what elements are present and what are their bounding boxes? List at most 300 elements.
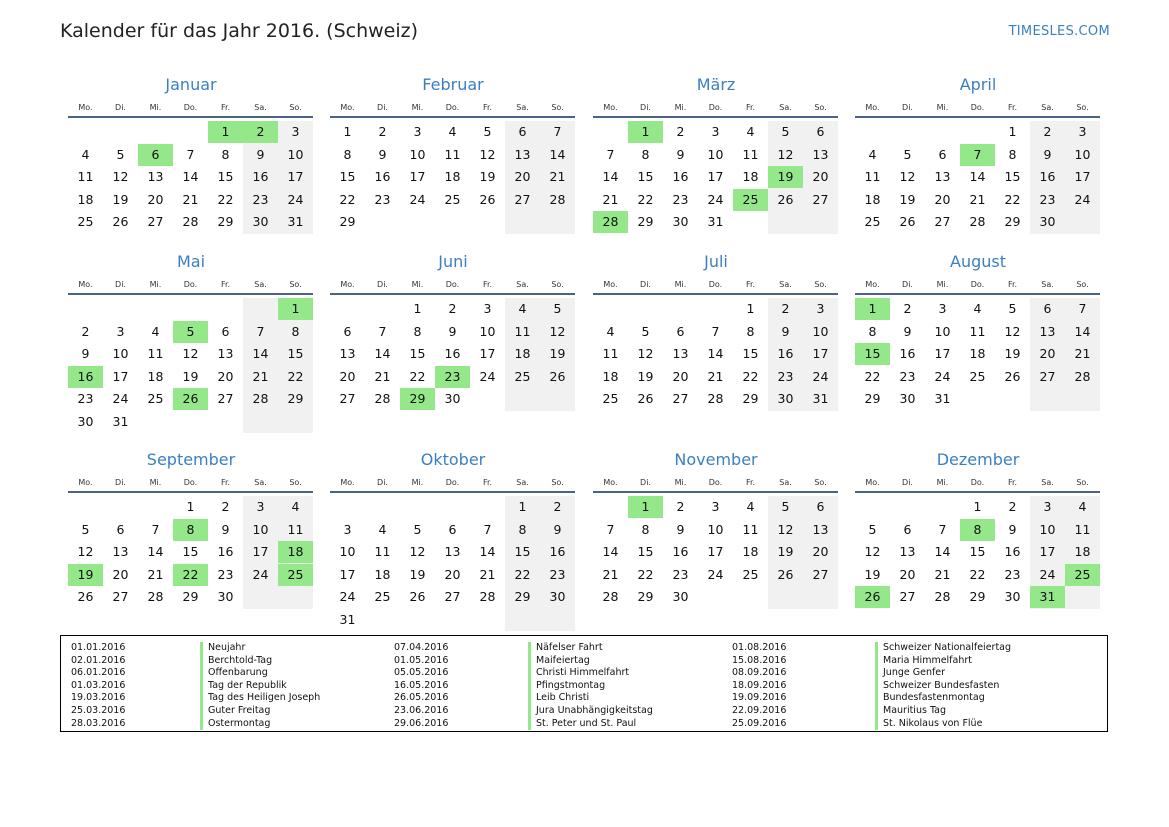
days-grid bbox=[593, 121, 839, 256]
day-cell: 11 bbox=[287, 521, 304, 537]
day-cell: 21 bbox=[549, 169, 566, 184]
day-cell: 29 bbox=[637, 589, 654, 604]
day-cell: 22 bbox=[864, 368, 881, 384]
holiday-dates-column bbox=[732, 642, 786, 730]
holiday-date: 01.05.2016 bbox=[394, 654, 449, 666]
weekday-label: Do. bbox=[708, 280, 723, 289]
header-rule bbox=[68, 293, 313, 295]
day-cell: 5 bbox=[868, 521, 877, 537]
weekday-label: Di. bbox=[115, 478, 126, 487]
day-cell: 13 bbox=[899, 544, 916, 559]
holiday-name: Maifeiertag bbox=[536, 654, 590, 666]
day-cell: 29 bbox=[864, 391, 881, 406]
day-cell: 23 bbox=[899, 368, 916, 384]
weekday-label: Mi. bbox=[411, 103, 424, 112]
weekday-label: Di. bbox=[902, 478, 913, 487]
day-cell: 7 bbox=[606, 146, 615, 162]
day-cell: 14 bbox=[602, 169, 619, 184]
day-cell: 4 bbox=[81, 146, 90, 162]
holiday-name: Tag des Heiligen Joseph bbox=[208, 692, 321, 704]
day-cell: 18 bbox=[514, 346, 531, 361]
holiday-date: 06.01.2016 bbox=[71, 667, 126, 679]
day-cell: 29 bbox=[287, 391, 304, 406]
days-grid bbox=[855, 496, 1101, 631]
day-cell: 23 bbox=[374, 191, 391, 207]
day-cell: 9 bbox=[676, 146, 685, 162]
holiday-day-cell: 22 bbox=[173, 564, 208, 586]
day-cell: 4 bbox=[378, 521, 387, 537]
day-cell: 13 bbox=[1039, 323, 1056, 339]
month-block bbox=[855, 247, 1101, 433]
holiday-day-cell: 19 bbox=[768, 166, 803, 188]
weekday-label: Mo. bbox=[865, 103, 880, 112]
day-cell: 13 bbox=[147, 169, 164, 184]
day-cell: 1 bbox=[186, 499, 195, 514]
day-cell: 24 bbox=[812, 368, 829, 384]
day-cell: 25 bbox=[444, 191, 461, 207]
day-cell: 26 bbox=[637, 391, 654, 406]
weekday-label: Sa. bbox=[779, 478, 792, 487]
day-cell: 1 bbox=[746, 301, 755, 316]
header-rule bbox=[593, 116, 838, 118]
weekday-header bbox=[855, 277, 1101, 293]
day-cell: 24 bbox=[287, 191, 304, 207]
day-cell: 28 bbox=[374, 391, 391, 406]
weekday-label: Fr. bbox=[745, 280, 756, 289]
weekday-label: Fr. bbox=[1007, 478, 1018, 487]
day-cell: 24 bbox=[339, 589, 356, 604]
day-cell: 17 bbox=[1039, 544, 1056, 559]
holiday-name: Schweizer Bundesfasten bbox=[883, 679, 1000, 691]
header-rule bbox=[68, 116, 313, 118]
weekday-label: Mi. bbox=[936, 103, 949, 112]
day-cell: 4 bbox=[151, 323, 160, 339]
day-cell: 22 bbox=[217, 191, 234, 207]
weekday-label: Do. bbox=[445, 478, 460, 487]
holiday-day-cell: 2 bbox=[243, 121, 278, 143]
holiday-day-cell: 6 bbox=[138, 144, 173, 166]
day-cell: 21 bbox=[602, 191, 619, 207]
holiday-date: 19.09.2016 bbox=[732, 692, 787, 704]
day-cell: 4 bbox=[1078, 499, 1087, 514]
day-cell: 15 bbox=[1004, 169, 1021, 184]
day-cell: 15 bbox=[637, 544, 654, 559]
weekday-label: Fr. bbox=[482, 478, 493, 487]
holiday-legend bbox=[60, 635, 1108, 732]
holiday-names-column bbox=[875, 642, 1011, 730]
holiday-name: Leib Christi bbox=[536, 692, 590, 704]
day-cell: 16 bbox=[1004, 544, 1021, 559]
day-cell: 29 bbox=[969, 589, 986, 604]
holiday-name: St. Nikolaus von Flüe bbox=[883, 717, 983, 729]
day-cell: 9 bbox=[781, 323, 790, 339]
day-cell: 31 bbox=[287, 214, 304, 229]
holiday-dates-column bbox=[394, 642, 448, 730]
weekday-label: Do. bbox=[183, 103, 198, 112]
day-cell: 12 bbox=[777, 146, 794, 162]
day-cell: 24 bbox=[112, 391, 129, 406]
day-cell: 12 bbox=[409, 544, 426, 559]
day-cell: 16 bbox=[374, 169, 391, 184]
day-cell: 18 bbox=[374, 566, 391, 582]
holiday-day-cell: 16 bbox=[68, 366, 103, 388]
day-cell: 7 bbox=[938, 521, 947, 537]
day-cell: 17 bbox=[707, 169, 724, 184]
day-cell: 28 bbox=[252, 391, 269, 406]
month-name: Mai bbox=[176, 252, 206, 271]
day-cell: 29 bbox=[1004, 214, 1021, 229]
day-cell: 22 bbox=[339, 191, 356, 207]
month-block bbox=[593, 70, 839, 256]
day-cell: 12 bbox=[899, 169, 916, 184]
day-cell: 5 bbox=[553, 301, 562, 316]
day-cell: 19 bbox=[479, 169, 496, 184]
holiday-date: 29.06.2016 bbox=[394, 717, 449, 729]
day-cell: 31 bbox=[112, 413, 129, 429]
days-grid bbox=[593, 298, 839, 433]
day-cell: 31 bbox=[339, 611, 356, 627]
day-cell: 7 bbox=[553, 124, 562, 139]
month-block bbox=[330, 70, 576, 256]
day-cell: 30 bbox=[899, 391, 916, 406]
days-grid bbox=[593, 496, 839, 631]
day-cell: 20 bbox=[339, 368, 356, 384]
weekday-header bbox=[855, 475, 1101, 491]
day-cell: 14 bbox=[549, 146, 566, 162]
month-block bbox=[68, 445, 314, 631]
day-cell: 9 bbox=[903, 323, 912, 339]
day-cell: 10 bbox=[479, 323, 496, 339]
weekday-label: So. bbox=[814, 103, 827, 112]
holiday-day-cell: 28 bbox=[593, 211, 628, 233]
day-cell: 23 bbox=[252, 191, 269, 207]
day-cell: 27 bbox=[514, 191, 531, 207]
weekday-label: Di. bbox=[115, 280, 126, 289]
day-cell: 30 bbox=[77, 413, 94, 429]
day-cell: 29 bbox=[217, 214, 234, 229]
day-cell: 30 bbox=[252, 214, 269, 229]
weekday-label: Sa. bbox=[254, 478, 267, 487]
day-cell: 14 bbox=[969, 169, 986, 184]
holiday-name: Mauritius Tag bbox=[883, 704, 947, 716]
header-rule bbox=[330, 491, 575, 493]
day-cell: 19 bbox=[899, 191, 916, 207]
day-cell: 3 bbox=[816, 301, 825, 316]
day-cell: 27 bbox=[444, 589, 461, 604]
day-cell: 14 bbox=[479, 544, 496, 559]
day-cell: 9 bbox=[1008, 521, 1017, 537]
day-cell: 15 bbox=[217, 169, 234, 184]
weekday-header bbox=[593, 475, 839, 491]
day-cell: 5 bbox=[641, 323, 650, 339]
day-cell: 12 bbox=[637, 346, 654, 361]
day-cell: 7 bbox=[483, 521, 492, 537]
weekday-label: Mi. bbox=[149, 280, 162, 289]
holiday-date: 01.08.2016 bbox=[732, 642, 787, 653]
day-cell: 25 bbox=[77, 214, 94, 229]
day-cell: 20 bbox=[112, 566, 129, 582]
weekday-label: Mo. bbox=[865, 478, 880, 487]
holiday-day-cell: 1 bbox=[628, 121, 663, 143]
day-cell: 7 bbox=[1078, 301, 1087, 316]
weekday-label: Do. bbox=[183, 478, 198, 487]
holiday-date: 25.09.2016 bbox=[732, 717, 787, 729]
day-cell: 26 bbox=[77, 589, 94, 604]
day-cell: 10 bbox=[287, 146, 304, 162]
weekday-label: Mo. bbox=[78, 280, 93, 289]
day-cell: 16 bbox=[252, 169, 269, 184]
day-cell: 13 bbox=[672, 346, 689, 361]
day-cell: 24 bbox=[252, 566, 269, 582]
day-cell: 16 bbox=[672, 544, 689, 559]
day-cell: 8 bbox=[641, 146, 650, 162]
day-cell: 2 bbox=[903, 301, 912, 316]
day-cell: 23 bbox=[549, 566, 566, 582]
weekday-label: Sa. bbox=[254, 103, 267, 112]
day-cell: 6 bbox=[1043, 301, 1052, 316]
holiday-day-cell: 1 bbox=[855, 298, 890, 320]
weekday-label: Mi. bbox=[149, 103, 162, 112]
day-cell: 26 bbox=[479, 191, 496, 207]
site-link[interactable]: TIMESLES.COM bbox=[1008, 24, 1110, 39]
day-cell: 9 bbox=[676, 521, 685, 537]
day-cell: 6 bbox=[518, 124, 527, 139]
weekday-label: Di. bbox=[377, 478, 388, 487]
weekday-label: Di. bbox=[640, 103, 651, 112]
day-cell: 23 bbox=[672, 566, 689, 582]
day-cell: 30 bbox=[444, 391, 461, 406]
day-cell: 9 bbox=[378, 146, 387, 162]
holiday-date: 08.09.2016 bbox=[732, 667, 787, 679]
day-cell: 2 bbox=[676, 124, 685, 139]
holiday-date: 28.03.2016 bbox=[71, 717, 126, 729]
holiday-name: Pfingstmontag bbox=[536, 679, 606, 691]
day-cell: 11 bbox=[374, 544, 391, 559]
day-cell: 29 bbox=[742, 391, 759, 406]
day-cell: 21 bbox=[374, 368, 391, 384]
weekday-label: So. bbox=[289, 103, 302, 112]
day-cell: 28 bbox=[147, 589, 164, 604]
month-name: Januar bbox=[165, 75, 217, 94]
day-cell: 6 bbox=[676, 323, 685, 339]
day-cell: 4 bbox=[291, 499, 300, 514]
weekday-label: Di. bbox=[902, 103, 913, 112]
day-cell: 14 bbox=[1074, 323, 1091, 339]
day-cell: 28 bbox=[602, 589, 619, 604]
day-cell: 9 bbox=[256, 146, 265, 162]
weekday-label: Mo. bbox=[603, 478, 618, 487]
day-cell: 22 bbox=[637, 566, 654, 582]
weekday-label: Do. bbox=[970, 280, 985, 289]
month-name: April bbox=[959, 75, 997, 94]
day-cell: 11 bbox=[602, 346, 619, 361]
day-cell: 3 bbox=[1043, 499, 1052, 514]
day-cell: 5 bbox=[781, 499, 790, 514]
day-cell: 26 bbox=[777, 191, 794, 207]
day-cell: 3 bbox=[343, 521, 352, 537]
day-cell: 5 bbox=[483, 124, 492, 139]
weekday-header bbox=[330, 100, 576, 116]
holiday-dates-column bbox=[71, 642, 125, 730]
day-cell: 12 bbox=[182, 346, 199, 361]
day-cell: 20 bbox=[147, 191, 164, 207]
day-cell: 7 bbox=[378, 323, 387, 339]
day-cell: 12 bbox=[112, 169, 129, 184]
day-cell: 22 bbox=[742, 368, 759, 384]
day-cell: 15 bbox=[287, 346, 304, 361]
day-cell: 14 bbox=[252, 346, 269, 361]
header-rule bbox=[68, 491, 313, 493]
header-rule bbox=[855, 116, 1100, 118]
day-cell: 14 bbox=[182, 169, 199, 184]
weekday-label: Di. bbox=[640, 478, 651, 487]
day-cell: 4 bbox=[973, 301, 982, 316]
weekday-label: Do. bbox=[970, 478, 985, 487]
weekday-label: Mi. bbox=[149, 478, 162, 487]
day-cell: 3 bbox=[938, 301, 947, 316]
weekday-label: So. bbox=[1076, 478, 1089, 487]
day-cell: 27 bbox=[112, 589, 129, 604]
day-cell: 15 bbox=[637, 169, 654, 184]
holiday-day-cell: 23 bbox=[435, 366, 470, 388]
holiday-name: Offenbarung bbox=[208, 667, 268, 679]
day-cell: 14 bbox=[707, 346, 724, 361]
day-cell: 17 bbox=[112, 368, 129, 384]
day-cell: 8 bbox=[413, 323, 422, 339]
day-cell: 25 bbox=[864, 214, 881, 229]
month-name: Juli bbox=[704, 252, 728, 271]
day-cell: 6 bbox=[343, 323, 352, 339]
weekday-label: Do. bbox=[445, 103, 460, 112]
month-block bbox=[593, 445, 839, 631]
holiday-date: 16.05.2016 bbox=[394, 679, 449, 691]
day-cell: 19 bbox=[1004, 346, 1021, 361]
day-cell: 10 bbox=[1039, 521, 1056, 537]
day-cell: 2 bbox=[553, 499, 562, 514]
day-cell: 3 bbox=[1078, 124, 1087, 139]
holiday-name: Christi Himmelfahrt bbox=[536, 667, 630, 679]
holiday-date: 23.06.2016 bbox=[394, 704, 449, 716]
days-grid bbox=[330, 298, 576, 433]
weekday-header bbox=[593, 277, 839, 293]
day-cell: 24 bbox=[707, 566, 724, 582]
header-rule bbox=[593, 491, 838, 493]
day-cell: 16 bbox=[444, 346, 461, 361]
day-cell: 5 bbox=[1008, 301, 1017, 316]
day-cell: 27 bbox=[899, 589, 916, 604]
weekday-header bbox=[855, 100, 1101, 116]
day-cell: 24 bbox=[934, 368, 951, 384]
day-cell: 28 bbox=[934, 589, 951, 604]
day-cell: 14 bbox=[147, 544, 164, 559]
weekday-label: Do. bbox=[183, 280, 198, 289]
day-cell: 6 bbox=[816, 124, 825, 139]
day-cell: 18 bbox=[969, 346, 986, 361]
day-cell: 11 bbox=[742, 521, 759, 537]
weekday-label: Sa. bbox=[254, 280, 267, 289]
holiday-date: 26.05.2016 bbox=[394, 692, 449, 704]
day-cell: 3 bbox=[116, 323, 125, 339]
day-cell: 23 bbox=[1004, 566, 1021, 582]
day-cell: 24 bbox=[1039, 566, 1056, 582]
day-cell: 20 bbox=[934, 191, 951, 207]
day-cell: 18 bbox=[742, 544, 759, 559]
weekday-label: Mi. bbox=[411, 478, 424, 487]
days-grid bbox=[855, 298, 1101, 433]
month-name: Februar bbox=[422, 75, 484, 94]
day-cell: 30 bbox=[672, 214, 689, 229]
day-cell: 5 bbox=[903, 146, 912, 162]
day-cell: 29 bbox=[182, 589, 199, 604]
holiday-date: 07.04.2016 bbox=[394, 642, 449, 653]
day-cell: 18 bbox=[864, 191, 881, 207]
day-cell: 30 bbox=[549, 589, 566, 604]
day-cell: 30 bbox=[777, 391, 794, 406]
weekday-label: So. bbox=[814, 478, 827, 487]
days-grid bbox=[330, 496, 576, 631]
day-cell: 22 bbox=[287, 368, 304, 384]
weekday-header bbox=[330, 277, 576, 293]
day-cell: 11 bbox=[969, 323, 986, 339]
day-cell: 9 bbox=[221, 521, 230, 537]
day-cell: 2 bbox=[781, 301, 790, 316]
holiday-name: Berchtold-Tag bbox=[208, 654, 273, 666]
day-cell: 3 bbox=[291, 124, 300, 139]
day-cell: 26 bbox=[777, 566, 794, 582]
holiday-day-cell: 29 bbox=[400, 388, 435, 410]
day-cell: 7 bbox=[256, 323, 265, 339]
holiday-date: 02.01.2016 bbox=[71, 654, 126, 666]
day-cell: 2 bbox=[221, 499, 230, 514]
day-cell: 7 bbox=[151, 521, 160, 537]
day-cell: 21 bbox=[1074, 346, 1091, 361]
day-cell: 16 bbox=[899, 346, 916, 361]
holiday-day-cell: 19 bbox=[68, 564, 103, 586]
day-cell: 15 bbox=[742, 346, 759, 361]
day-cell: 25 bbox=[742, 566, 759, 582]
day-cell: 17 bbox=[287, 169, 304, 184]
day-cell: 18 bbox=[77, 191, 94, 207]
day-cell: 10 bbox=[1074, 146, 1091, 162]
day-cell: 10 bbox=[339, 544, 356, 559]
day-cell: 14 bbox=[934, 544, 951, 559]
weekday-label: Sa. bbox=[1041, 478, 1054, 487]
day-cell: 23 bbox=[217, 566, 234, 582]
weekday-label: Fr. bbox=[1007, 103, 1018, 112]
day-cell: 16 bbox=[1039, 169, 1056, 184]
header-rule bbox=[330, 293, 575, 295]
day-cell: 3 bbox=[256, 499, 265, 514]
day-cell: 18 bbox=[1074, 544, 1091, 559]
day-cell: 7 bbox=[606, 521, 615, 537]
weekday-label: Sa. bbox=[779, 103, 792, 112]
day-cell: 3 bbox=[413, 124, 422, 139]
day-cell: 21 bbox=[252, 368, 269, 384]
holiday-day-cell: 25 bbox=[1065, 564, 1100, 586]
day-cell: 4 bbox=[746, 499, 755, 514]
day-cell: 13 bbox=[444, 544, 461, 559]
day-cell: 27 bbox=[812, 566, 829, 582]
day-cell: 25 bbox=[147, 391, 164, 406]
day-cell: 20 bbox=[899, 566, 916, 582]
day-cell: 10 bbox=[812, 323, 829, 339]
weekday-label: So. bbox=[1076, 103, 1089, 112]
month-name: Juni bbox=[438, 252, 468, 271]
holiday-name: Näfelser Fahrt bbox=[536, 642, 603, 653]
day-cell: 19 bbox=[409, 566, 426, 582]
day-cell: 16 bbox=[777, 346, 794, 361]
day-cell: 11 bbox=[77, 169, 94, 184]
